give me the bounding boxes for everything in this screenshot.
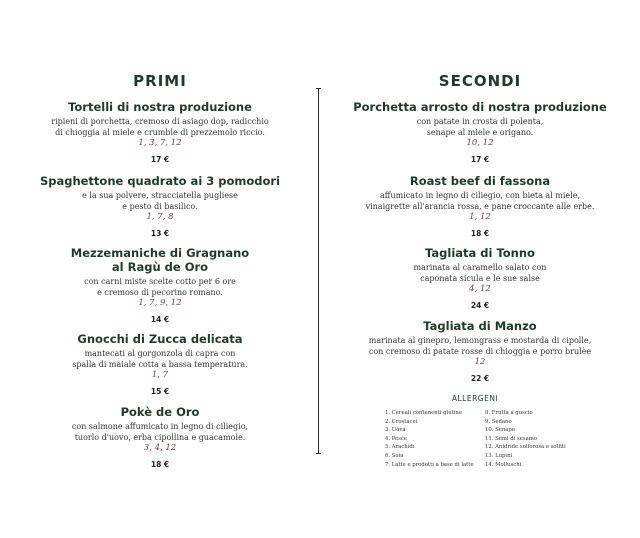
- dish-description: con patate in crosta di polenta, senape al miele e origano.: [416, 117, 544, 137]
- dish-name: Tagliata di Tonno: [425, 246, 535, 260]
- dish-price: 13 €: [150, 229, 170, 238]
- dish-price: 17 €: [150, 155, 170, 164]
- allergen-item: 11. Semi di sesamo: [485, 435, 537, 442]
- allergen-item: 10. Senape: [485, 427, 515, 434]
- dish-name: Tagliata di Manzo: [423, 319, 537, 333]
- dish-name: Gnocchi di Zucca delicata: [77, 332, 243, 346]
- dish-name: Pokè de Oro: [120, 405, 200, 419]
- allergen-item: 4. Pesce: [385, 435, 408, 442]
- dish-description: mantecati al gorgonzola di capra con spalla di maiale cotta a bassa temperatura.: [72, 349, 248, 369]
- dish-description: marinata al caramello salato con caponata sicula e le sue salse: [413, 263, 547, 283]
- dish-price: 22 €: [470, 374, 490, 383]
- dish-allergens: 4, 12: [469, 284, 491, 294]
- primi-dish: [10, 332, 310, 396]
- dish-price: 15 €: [150, 387, 170, 396]
- dish-description: affumicato in legno di ciliegio, con bieta al miele, vinaigrette all'arancia rossa, e pane croccante alle erbe.: [365, 191, 595, 211]
- dish-allergens: 1, 12: [469, 212, 491, 222]
- dish-name: Mezzemaniche di Gragnano al Ragù de Oro: [70, 246, 250, 274]
- dish-allergens: 1, 7, 8: [146, 212, 174, 222]
- allergen-item: 8. Frutta a guscio: [485, 410, 533, 416]
- primi-dish: [10, 405, 310, 469]
- dish-allergens: 12: [474, 357, 486, 367]
- dish-allergens: 10, 12: [466, 138, 494, 148]
- primi-title: PRIMI: [133, 72, 187, 90]
- secondi-dish: [330, 100, 630, 164]
- dish-price: 17 €: [470, 155, 490, 164]
- allergen-item: 3. Uova: [385, 427, 406, 434]
- primi-dish: [10, 246, 310, 324]
- secondi-dish: [330, 174, 630, 238]
- dish-price: 18 €: [470, 229, 490, 238]
- secondi-title: SECONDI: [438, 72, 522, 90]
- allergen-item: 1. Cereali contenenti glutine: [385, 410, 462, 416]
- dish-description: marinata al ginepro, lemongrass e mostarda di cipolle, con cremoso di patate rosse di chioggia e porro brulèe: [368, 336, 592, 356]
- dish-description: e la sua polvere, stracciatella pugliese e pesto di basilico.: [82, 191, 238, 211]
- dish-name: Tortelli di nostra produzione: [68, 100, 252, 114]
- allergen-item: 6. Soia: [385, 452, 404, 459]
- secondi-dish: [330, 319, 630, 383]
- dish-name: Roast beef di fassona: [409, 174, 551, 188]
- column-divider: [318, 88, 319, 454]
- allergen-column-1: [385, 409, 481, 469]
- dish-name: Spaghettone quadrato ai 3 pomodori: [39, 174, 281, 188]
- allergen-item: 12. Anidride solforosa e solfiti: [485, 444, 566, 451]
- secondi-dish: [330, 246, 630, 310]
- dish-allergens: 1, 7, 9, 12: [138, 298, 182, 308]
- allergen-item: 9. Sedano: [485, 418, 512, 425]
- dish-description: con carni miste scelte cotto per 6 ore e cremoso di pecorino romano.: [84, 277, 236, 297]
- dish-description: con salmone affumicato in legno di ciliegio, tuorlo d'uovo, erba cipollina e guacamole.: [71, 422, 249, 442]
- dish-allergens: 3, 4, 12: [143, 443, 177, 453]
- allergen-title: ALLERGENI: [451, 394, 499, 403]
- dish-description: ripieni di porchetta, cremoso di asiago dop, radicchio di chioggia al miele e crumble di prezzemolo riccio.: [51, 117, 269, 137]
- dish-price: 18 €: [150, 460, 170, 469]
- dish-name: Porchetta arrosto di nostra produzione: [353, 100, 607, 114]
- allergen-item: 14. Molluschi: [485, 461, 522, 468]
- dish-price: 14 €: [150, 315, 170, 324]
- primi-dish: [10, 174, 310, 238]
- allergen-column-2: [485, 409, 581, 469]
- divider-top-tick: [316, 88, 321, 89]
- allergen-item: 13. Lupini: [485, 452, 513, 459]
- dish-allergens: 1, 7: [151, 370, 169, 380]
- allergen-item: 2. Crostacei: [385, 418, 418, 425]
- allergen-item: 7. Latte e prodotti a base di latte: [385, 461, 474, 468]
- primi-dish: [10, 100, 310, 164]
- allergen-legend: [385, 394, 585, 469]
- divider-bottom-tick: [316, 453, 321, 454]
- dish-price: 24 €: [470, 301, 490, 310]
- dish-allergens: 1, 3, 7, 12: [138, 138, 182, 148]
- allergen-item: 5. Arachidi: [385, 444, 415, 451]
